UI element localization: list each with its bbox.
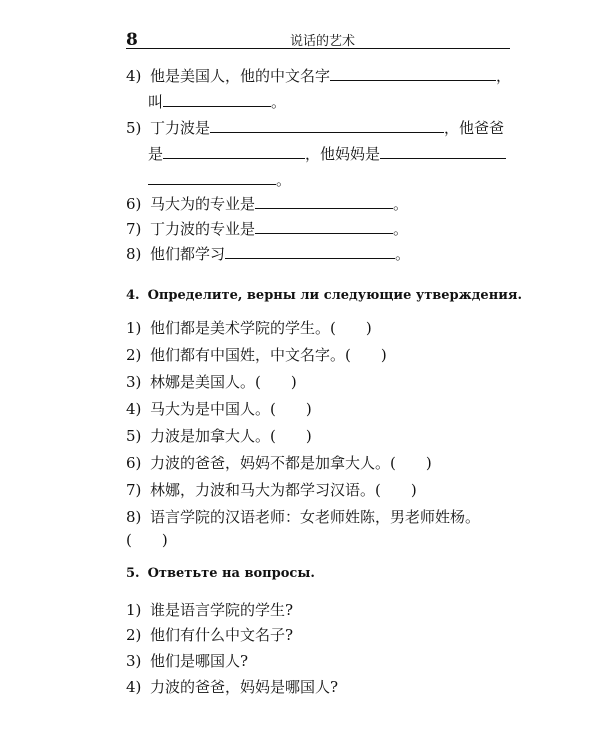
answer-parentheses[interactable]: ( ) [375, 481, 417, 499]
answer-parentheses[interactable]: ( ) [330, 319, 372, 337]
statement-item [126, 453, 432, 473]
fill-item-5 [126, 118, 504, 138]
question-item [126, 600, 293, 620]
item-number: 7) [126, 220, 142, 238]
item-text: ，他爸爸 [444, 119, 505, 137]
running-title: 说话的艺术 [290, 34, 356, 49]
item-number: 2) [126, 346, 142, 364]
item-number: 2) [126, 626, 142, 644]
answer-blank[interactable] [163, 144, 305, 159]
item-number: 6) [126, 454, 142, 472]
item-number: 7) [126, 481, 142, 499]
fill-item-8 [126, 244, 410, 264]
fill-item-6 [126, 194, 408, 214]
statement-text: 他们都有中国姓，中文名字。 [150, 346, 346, 364]
item-text: 丁力波的专业是 [150, 220, 256, 238]
statement-text: 语言学院的汉语老师：女老师姓陈，男老师姓杨。 [150, 508, 481, 526]
question-text: 力波的爸爸，妈妈是哪国人? [150, 678, 339, 696]
statement-text: 力波是加拿大人。 [150, 427, 271, 445]
answer-blank[interactable] [148, 170, 276, 185]
statement-item [126, 507, 480, 527]
statement-item [126, 372, 297, 392]
item-number: 3) [126, 652, 142, 670]
item-number: 8) [126, 245, 142, 263]
item-text: 他们都学习 [150, 245, 226, 263]
statement-text: 力波的爸爸，妈妈不都是加拿大人。 [150, 454, 391, 472]
fill-item-5-cont2 [148, 170, 291, 190]
question-item [126, 625, 293, 645]
item-text: 。 [276, 171, 292, 189]
item-number: 8) [126, 508, 142, 526]
page-number: 8 [126, 30, 138, 50]
item-text: 丁力波是 [150, 119, 211, 137]
statement-text: 他们都是美术学院的学生。 [150, 319, 331, 337]
statement-item [126, 318, 372, 338]
item-text: 他是美国人，他的中文名字 [150, 67, 331, 85]
section-title: Ответьте на вопросы. [147, 566, 315, 581]
item-text: 。 [395, 245, 411, 263]
statement-text: 林娜是美国人。 [150, 373, 256, 391]
statement-text: 林娜，力波和马大为都学习汉语。 [150, 481, 376, 499]
statement-item [126, 426, 312, 446]
statement-item [126, 480, 417, 500]
question-text: 他们是哪国人? [150, 652, 249, 670]
item-number: 3) [126, 373, 142, 391]
answer-parentheses[interactable]: ( ) [345, 346, 387, 364]
answer-blank[interactable] [255, 194, 393, 209]
answer-blank[interactable] [225, 244, 395, 259]
item-text: ， [496, 67, 512, 85]
item-number: 4) [126, 678, 142, 696]
section-number: 5. [126, 566, 140, 581]
answer-blank[interactable] [255, 219, 393, 234]
section-number: 4. [126, 288, 140, 303]
statement-item-cont [126, 530, 168, 550]
section-4-heading [126, 288, 522, 303]
answer-blank[interactable] [210, 118, 444, 133]
item-number: 1) [126, 601, 142, 619]
item-text: ，他妈妈是 [305, 145, 381, 163]
answer-blank[interactable] [380, 144, 506, 159]
fill-item-4-cont [148, 92, 286, 112]
header-rule [126, 48, 510, 49]
item-number: 4) [126, 67, 142, 85]
statement-item [126, 399, 312, 419]
section-title: Определите, верны ли следующие утверждения. [147, 288, 522, 303]
item-number: 6) [126, 195, 142, 213]
question-text: 他们有什么中文名子? [150, 626, 294, 644]
item-number: 4) [126, 400, 142, 418]
fill-item-5-cont [148, 144, 506, 164]
question-item [126, 651, 248, 671]
item-text: 叫 [148, 93, 164, 111]
item-text: 。 [393, 195, 409, 213]
answer-parentheses[interactable]: ( ) [270, 400, 312, 418]
answer-parentheses[interactable]: ( ) [255, 373, 297, 391]
statement-text: 马大为是中国人。 [150, 400, 271, 418]
item-number: 5) [126, 427, 142, 445]
fill-item-7 [126, 219, 408, 239]
answer-parentheses[interactable]: ( ) [126, 531, 168, 549]
answer-blank[interactable] [163, 92, 271, 107]
item-text: 。 [271, 93, 287, 111]
answer-parentheses[interactable]: ( ) [390, 454, 432, 472]
statement-item [126, 345, 387, 365]
item-number: 1) [126, 319, 142, 337]
item-text: 马大为的专业是 [150, 195, 256, 213]
section-5-heading [126, 566, 315, 581]
item-text: 。 [393, 220, 409, 238]
answer-parentheses[interactable]: ( ) [270, 427, 312, 445]
answer-blank[interactable] [330, 66, 496, 81]
fill-item-4 [126, 66, 511, 86]
item-number: 5) [126, 119, 142, 137]
question-item [126, 677, 338, 697]
question-text: 谁是语言学院的学生? [150, 601, 294, 619]
item-text: 是 [148, 145, 164, 163]
